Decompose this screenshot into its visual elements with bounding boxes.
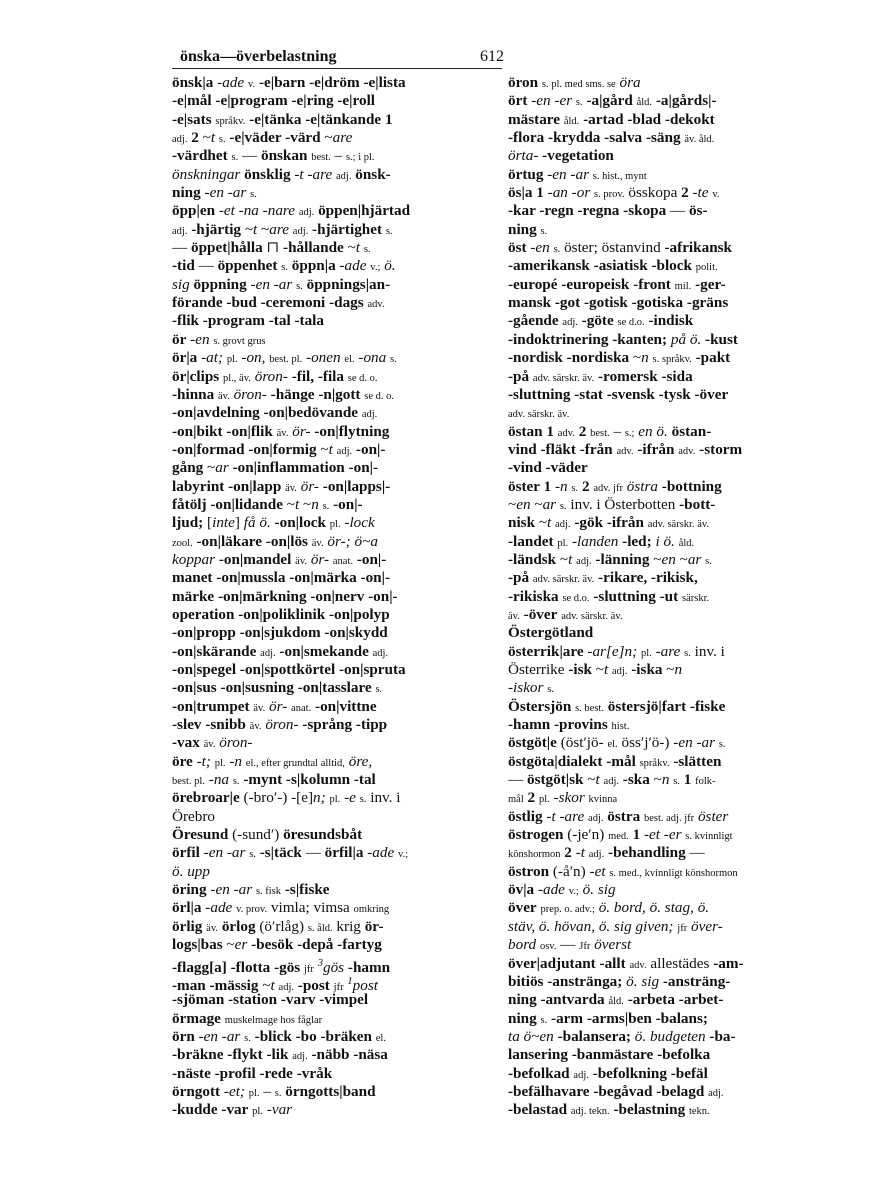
dictionary-line: önsk|a -ade v. -e|barn -e|dröm -e|lista bbox=[172, 74, 406, 91]
dictionary-line: ning -en -ar s. bbox=[172, 184, 257, 202]
dictionary-line: Öresund (-sund′) öresundsbåt bbox=[172, 826, 363, 844]
dictionary-line: örfil -en -ar s. -s|täck — örfil|a -ade v.; bbox=[172, 844, 409, 862]
dictionary-line: örtug -en -ar s. hist., mynt bbox=[508, 165, 647, 183]
dictionary-line: öpp|en -et -na -nare adj. öppen|hjärtad bbox=[172, 202, 411, 220]
dictionary-line: -e|mål -e|program -e|ring -e|roll bbox=[172, 92, 376, 110]
dictionary-line: sig öppning -en -ar s. öppnings|an- bbox=[172, 275, 391, 293]
dictionary-line: -bräkne -flykt -lik adj. -näbb -näsa bbox=[172, 1046, 388, 1064]
dictionary-line: -indoktrinering -kanten; på ö. -kust bbox=[508, 330, 738, 348]
dictionary-line: stäv, ö. hövan, ö. sig given; jfr över- bbox=[508, 917, 723, 935]
dictionary-line: -amerikansk -asiatisk -block polit. bbox=[508, 257, 718, 275]
dictionary-line: -befolkad adj. -befolkning -befäl bbox=[508, 1064, 708, 1082]
dictionary-line: -on|spegel -on|spottkörtel -on|spruta bbox=[172, 661, 406, 678]
dictionary-line: Österrike -isk ~t adj. -iska ~n bbox=[508, 661, 683, 678]
dictionary-line: gång ~ar -on|inflammation -on|- bbox=[172, 459, 379, 477]
dictionary-line: ört -en -er s. -a|gård åld. -a|gårds|- bbox=[508, 92, 717, 110]
dictionary-line: operation -on|poliklinik -on|polyp bbox=[172, 605, 390, 623]
dictionary-line: adv. särskr. äv. bbox=[508, 409, 570, 421]
dictionary-line: örngott -et; pl. – s. örngotts|band bbox=[172, 1082, 376, 1100]
right-column bbox=[508, 74, 824, 1120]
dictionary-line: äv. -över adv. särskr. äv. bbox=[508, 605, 623, 623]
dictionary-line: -kar -regn -regna -skopa — ös- bbox=[508, 202, 708, 220]
dictionary-line: öre -t; pl. -n el., efter grundtal alltid, öre, bbox=[172, 752, 373, 770]
dictionary-line: -näste -profil -rede -vråk bbox=[172, 1064, 333, 1082]
dictionary-line: förande -bud -ceremoni -dags adv. bbox=[172, 294, 385, 312]
dictionary-line: -flora -krydda -salva -säng äv. åld. bbox=[508, 129, 715, 147]
dictionary-line: mästare åld. -artad -blad -dekokt bbox=[508, 110, 715, 128]
dictionary-line: vind -fläkt -från adv. -ifrån adv. -storm bbox=[508, 440, 743, 458]
dictionary-line: öst -en s. öster; östanvind -afrikansk bbox=[508, 239, 732, 257]
dictionary-line: östgöta|dialekt -mål språkv. -slätten bbox=[508, 752, 722, 770]
dictionary-line: -belastad adj. tekn. -belastning tekn. bbox=[508, 1101, 710, 1119]
dictionary-line: ör -en s. grovt grus bbox=[172, 330, 266, 348]
running-head: önska—överbelastning bbox=[180, 48, 337, 65]
dictionary-line: öring -en -ar s. fisk -s|fiske bbox=[172, 881, 330, 899]
page-header bbox=[180, 48, 792, 70]
page-number: 612 bbox=[480, 48, 504, 65]
dictionary-line: ö. upp bbox=[172, 862, 210, 880]
dictionary-line: -sjöman -station -varv -vimpel bbox=[172, 991, 369, 1009]
dictionary-line: -flik -program -tal -tala bbox=[172, 312, 324, 330]
dictionary-line: -landet pl. -landen -led; i ö. åld. bbox=[508, 532, 695, 550]
dictionary-line: ning -antvarda åld. -arbeta -arbet- bbox=[508, 991, 724, 1009]
dictionary-line: ljud; [inte] få ö. -on|lock pl. -lock bbox=[172, 514, 375, 532]
dictionary-line: ör|a -at; pl. -on, best. pl. -onen el. -ona s. bbox=[172, 349, 397, 367]
dictionary-line: örta- -vegetation bbox=[508, 147, 614, 165]
dictionary-line: — öppet|hålla ⊓ -hållande ~t s. bbox=[172, 239, 371, 257]
dictionary-line: öv|a -ade v.; ö. sig bbox=[508, 881, 616, 899]
dictionary-line: östgöt|e (östʹjö- el. össʹj′ö-) -en -ar s. bbox=[508, 734, 726, 752]
dictionary-line: Östersjön s. best. östersjö|fart -fiske bbox=[508, 697, 726, 715]
dictionary-line: manet -on|mussla -on|märka -on|- bbox=[172, 569, 391, 587]
dictionary-line: koppar -on|mandel äv. ör- anat. -on|- bbox=[172, 550, 387, 568]
dictionary-line: -iskor s. bbox=[508, 679, 554, 697]
dictionary-line: -gående adj. -göte se d.o. -indisk bbox=[508, 312, 694, 330]
dictionary-line: -befälhavare -begåvad -belagd adj. bbox=[508, 1082, 724, 1100]
dictionary-line: -slev -snibb äv. öron- -språng -tipp bbox=[172, 716, 388, 734]
dictionary-line: -flagg[a] -flotta -gös jfr $^3$gös -hamn bbox=[172, 957, 391, 976]
dictionary-line: -tid — öppenhet s. öppn|a -ade v.; ö. bbox=[172, 257, 396, 275]
dictionary-line: Östergötland bbox=[508, 624, 594, 642]
dictionary-line: -on|formad -on|formig ~t adj. -on|- bbox=[172, 440, 386, 458]
dictionary-line: könshormon 2 -t adj. -behandling — bbox=[508, 844, 705, 862]
dictionary-line: östlig -t -are adj. östra best. adj. jfr öster bbox=[508, 807, 729, 825]
dictionary-line: önskningar önsklig -t -are adj. önsk- bbox=[172, 165, 391, 183]
dictionary-line: östan 1 adv. 2 best. – s.; en ö. östan- bbox=[508, 422, 712, 440]
dictionary-line: ta ö~en -balansera; ö. budgeten -ba- bbox=[508, 1027, 736, 1045]
dictionary-line: -ländsk ~t adj. -länning ~en ~ar s. bbox=[508, 550, 712, 568]
dictionary-line: labyrint -on|lapp äv. ör- -on|lapps|- bbox=[172, 477, 391, 495]
dictionary-line: Örebro bbox=[172, 807, 216, 825]
dictionary-line: örl|a -ade v. prov. vimla; vimsa omkring bbox=[172, 899, 390, 917]
dictionary-line: öron s. pl. med sms. se öra bbox=[508, 74, 641, 91]
dictionary-line: örebroar|e (-bro′-) -[e]n; pl. -e s. inv. i bbox=[172, 789, 401, 807]
dictionary-line: -e|sats språkv. -e|tänka -e|tänkande 1 bbox=[172, 110, 393, 128]
dictionary-line: fåtölj -on|lidande ~t ~n s. -on|- bbox=[172, 495, 363, 513]
dictionary-line: lansering -banmästare -befolka bbox=[508, 1046, 711, 1064]
dictionary-line: -on|sus -on|susning -on|tasslare s. bbox=[172, 679, 383, 697]
dictionary-line: östrogen (-je′n) med. 1 -et -er s. kvinnligt bbox=[508, 826, 733, 844]
dictionary-line: mansk -got -gotisk -gotiska -gräns bbox=[508, 294, 729, 312]
dictionary-line: ör|clips pl., äv. öron- -fil, -fila se d. o. bbox=[172, 367, 378, 385]
dictionary-line: märke -on|märkning -on|nerv -on|- bbox=[172, 587, 398, 605]
dictionary-line: örmage muskelmage hos fåglar bbox=[172, 1009, 323, 1027]
dictionary-line: -värdhet s. — önskan best. – s.; i pl. bbox=[172, 147, 375, 165]
dictionary-line: -kudde -var pl. -var bbox=[172, 1101, 293, 1119]
dictionary-line: -man -mässig ~t adj. -post jfr $^1$post bbox=[172, 975, 378, 994]
dictionary-line: bitiös -anstränga; ö. sig -ansträng- bbox=[508, 972, 731, 990]
dictionary-line: bord osv. — Jfr överst bbox=[508, 936, 632, 954]
dictionary-line: ning s. -arm -arms|ben -balans; bbox=[508, 1009, 708, 1027]
dictionary-line: -på adv. särskr. äv. -romersk -sida bbox=[508, 367, 693, 385]
dictionary-line: -på adv. särskr. äv. -rikare, -rikisk, bbox=[508, 569, 698, 587]
dictionary-line: öster 1 -n s. 2 adv. jfr östra -bottning bbox=[508, 477, 722, 495]
header-rule bbox=[172, 68, 502, 69]
dictionary-line: -vax äv. öron- bbox=[172, 734, 253, 752]
dictionary-line: -on|propp -on|sjukdom -on|skydd bbox=[172, 624, 388, 642]
dictionary-line: mål 2 pl. -skor kvinna bbox=[508, 789, 618, 807]
dictionary-line: -on|bikt -on|flik äv. ör- -on|flytning bbox=[172, 422, 390, 440]
dictionary-line: ning s. bbox=[508, 220, 548, 238]
dictionary-line: -rikiska se d.o. -sluttning -ut särskr. bbox=[508, 587, 710, 605]
dictionary-line: östron (-å′n) -et s. med., kvinnligt könshormon bbox=[508, 862, 738, 880]
left-column bbox=[172, 74, 488, 1120]
dictionary-line: -on|avdelning -on|bedövande adj. bbox=[172, 404, 378, 422]
dictionary-line: -on|skärande adj. -on|smekande adj. bbox=[172, 642, 389, 660]
dictionary-line: örn -en -ar s. -blick -bo -bräken el. bbox=[172, 1027, 386, 1045]
dictionary-line: nisk ~t adj. -gök -ifrån adv. särskr. äv. bbox=[508, 514, 710, 532]
dictionary-line: österrik|are -ar[e]n; pl. -are s. inv. i bbox=[508, 642, 725, 660]
dictionary-line: örlig äv. örlog (ö′rlåg) s. åld. krig ör- bbox=[172, 917, 384, 935]
dictionary-line: -on|trumpet äv. ör- anat. -on|vittne bbox=[172, 697, 377, 715]
dictionary-line: — östgöt|sk ~t adj. -ska ~n s. 1 folk- bbox=[508, 771, 716, 789]
dictionary-line: adj. -hjärtig ~t ~are adj. -hjärtighet s. bbox=[172, 220, 393, 238]
dictionary-line: ~en ~ar s. inv. i Österbotten -bott- bbox=[508, 495, 716, 513]
dictionary-line: best. pl. -na s. -mynt -s|kolumn -tal bbox=[172, 771, 376, 789]
dictionary-line: zool. -on|läkare -on|lös äv. ör-; ö~a bbox=[172, 532, 378, 550]
dictionary-line: -sluttning -stat -svensk -tysk -över bbox=[508, 385, 729, 403]
dictionary-line: -hinna äv. öron- -hänge -n|gott se d. o. bbox=[172, 385, 395, 403]
dictionary-line: -europé -europeisk -front mil. -ger- bbox=[508, 275, 726, 293]
dictionary-line: -vind -väder bbox=[508, 459, 588, 477]
dictionary-line: -hamn -provins hist. bbox=[508, 716, 630, 734]
dictionary-line: -nordisk -nordiska ~n s. språkv. -pakt bbox=[508, 349, 731, 367]
dictionary-line: ös|a 1 -an -or s. prov. össkopa 2 -te v. bbox=[508, 184, 720, 202]
dictionary-line: adj. 2 ~t s. -e|väder -värd ~are bbox=[172, 129, 353, 147]
dictionary-line: logs|bas ~er -besök -depå -fartyg bbox=[172, 936, 382, 954]
dictionary-line: över prep. o. adv.; ö. bord, ö. stag, ö. bbox=[508, 899, 710, 917]
dictionary-line: över|adjutant -allt adv. allestädes -am- bbox=[508, 954, 744, 972]
